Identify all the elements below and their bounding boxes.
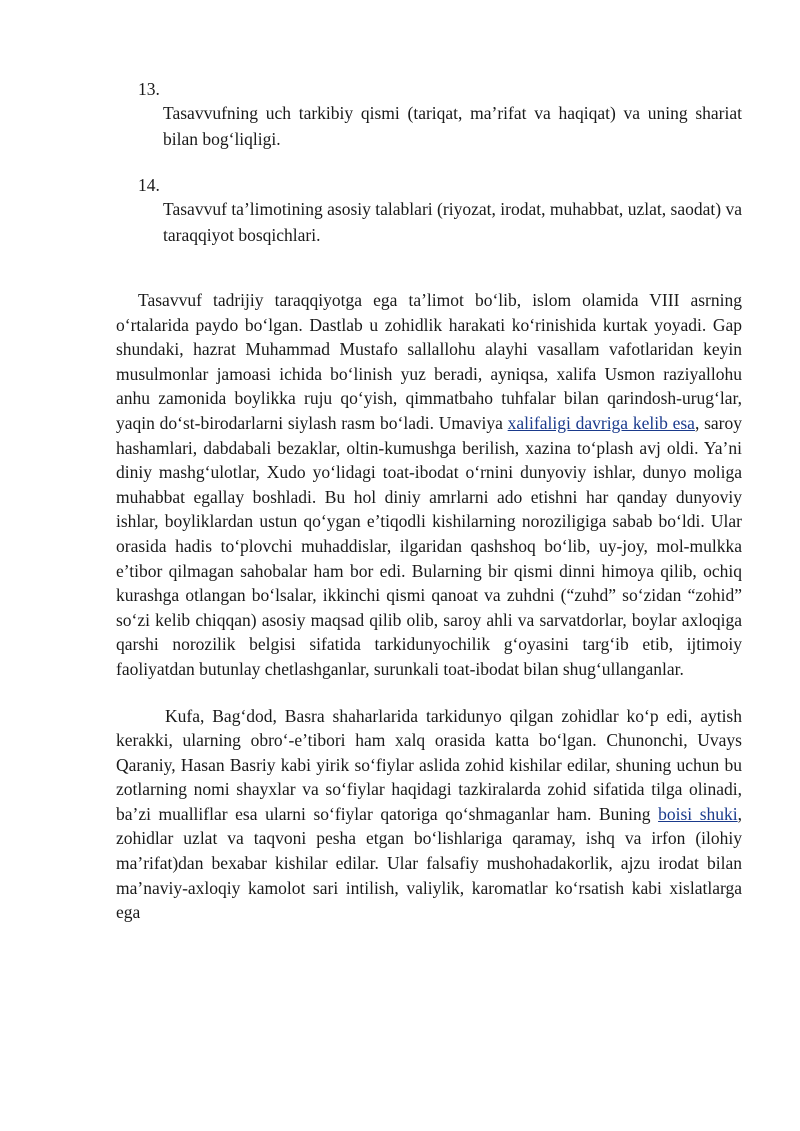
- document-page: [116, 78, 742, 925]
- list-item-text: Tasavvuf ta’limotining asosiy talablari (riyozat, irodat, muhabbat, uzlat, saodat) va taraqqiyot bosqichlari.: [163, 199, 742, 245]
- hyperlink-xalifaligi[interactable]: xalifaligi davriga kelib esa: [507, 412, 695, 433]
- list-item: [116, 78, 742, 152]
- body-paragraph-1: [116, 288, 742, 682]
- paragraph-text: , zohidlar uzlat va taqvoni pesha etgan bo‘lishlariga qaramay, ishq va irfon (ilohiy ma’rifat)dan bexabar kishilar edilar. Ular falsafiy mushohadakorlik, ajzu irodat bilan ma’naviy-axloqiy kamolot sari intilish, valiylik, karomatlar ko‘rsatish kabi xislatlarga ega: [116, 803, 742, 923]
- paragraph-text: Kufa, Bag‘dod, Basra shaharlarida tarkidunyo qilgan zohidlar ko‘p edi, aytish kerakki, ularning obro‘-e’tibori ham xalq orasida katta bo‘lgan. Chunonchi, Uvays Qaraniy, Hasan Basriy kabi yirik so‘fiylar aslida zohid kishilar edilar, shuning uchun bu zotlarning nomi shayxlar va so‘fiylar haqidagi tazkiralarda zohid sifatida tilga olinadi, ba’zi mualliflar esa ularni so‘fiylar qatoriga qo‘shmaganlar ham. Buning: [116, 705, 742, 824]
- paragraph-text: , saroy hashamlari, dabdabali bezaklar, oltin-kumushga berilish, xazina to‘plash avj oldi. Ya’ni diniy mashg‘ulotlar, Xudo yo‘lidagi toat-ibodat o‘rnini dunyoviy ishlar, dunyo moliga muhabbat egallay boshladi. Bu hol diniy amrlarni ado etishni har qanday dunyoviy ishlar, boyliklardan ustun qo‘ygan e’tiqodli kishilarning noroziligiga sabab bo‘ldi. Ular orasida hadis to‘plovchi muhaddislar, ilgaridan qashshoq bo‘lib, uy-joy, mol-mulkka e’tibor qilmagan sahobalar ham bor edi. Bularning bir qismi dinni himoya qilib, ochiq kurashga otlangan bo‘lsalar, ikkinchi qismi qanoat va zuhdni (“zuhd” so‘zidan “zohid” so‘zi kelib chiqqan) asosiy maqsad qilib olib, saroy ahli va sarvatdorlar, boylar axloqiga qarshi norozilik belgisi sifatida tarkidunyochilik g‘oyasini targ‘ib etib, ijtimoiy faoliyatdan butunlay chetlashganlar, surunkali toat-ibodat bilan shug‘ullanganlar.: [116, 412, 743, 679]
- body-paragraph-2: [116, 704, 742, 925]
- section-spacer: [116, 270, 742, 288]
- list-item-number: 13.: [138, 79, 160, 99]
- paragraph-text: Tasavvuf tadrijiy taraqqiyotga ega ta’limot bo‘lib, islom olamida VIII asrning o‘rtalarida paydo bo‘lgan. Dastlab u zohidlik harakati ko‘rinishida kurtak yoyadi. Gap shundaki, hazrat Muhammad Mustafo sallallohu alayhi vasallam vafotlaridan keyin musulmonlar jamoasi ichida bo‘linish yuz beradi, ayniqsa, xalifa Usmon raziyallohu anhu zamonida boylikka ruju qo‘yish, qimmatbaho tuhfalar bilan qarindosh-urug‘lar, yaqin do‘st-birodarlarni siylash rasm bo‘ladi. Umaviya: [116, 290, 742, 433]
- list-item: [116, 174, 742, 248]
- hyperlink-boisi-shuki[interactable]: boisi shuki: [658, 803, 738, 824]
- list-item-number: 14.: [138, 175, 160, 195]
- list-item-text: Tasavvufning uch tarkibiy qismi (tariqat, ma’rifat va haqiqat) va uning shariat bilan bog‘liqligi.: [163, 103, 742, 149]
